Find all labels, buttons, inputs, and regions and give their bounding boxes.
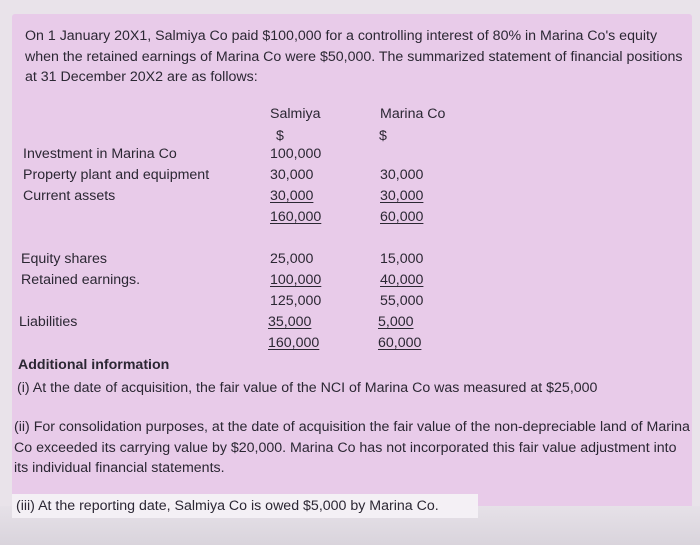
column-header-salmiya: Salmiya — [270, 106, 321, 122]
value-equity-total-salmiya: 125,000 — [270, 293, 322, 309]
additional-item-1: (i) At the date of acquisition, the fair value of the NCI of Marina Co was measured at $25,000 — [17, 380, 598, 396]
value-retained-earnings-salmiya: 100,000 — [270, 272, 322, 288]
value-ppe-salmiya: 30,000 — [270, 167, 314, 183]
intro-paragraph: On 1 January 20X1, Salmiya Co paid $100,000 for a controlling interest of 80% in Marina Co's equity when the retained earnings of Marina Co were $50,000. The summarized statement of financial positions at 31 December 20X2 are as follows: — [25, 28, 683, 85]
value-total-el-marina: 60,000 — [378, 335, 422, 351]
value-liabilities-marina: 5,000 — [378, 314, 414, 330]
row-label-retained-earnings: Retained earnings. — [21, 272, 141, 288]
additional-info-heading: Additional information — [18, 357, 170, 373]
row-label-equity-shares: Equity shares — [21, 251, 107, 267]
value-liabilities-salmiya: 35,000 — [268, 314, 312, 330]
additional-item-3: (iii) At the reporting date, Salmiya Co is owed $5,000 by Marina Co. — [16, 498, 439, 514]
value-total-el-salmiya: 160,000 — [268, 335, 320, 351]
value-total-assets-marina: 60,000 — [380, 209, 424, 225]
value-investment-salmiya: 100,000 — [270, 146, 322, 162]
value-equity-total-marina: 55,000 — [380, 293, 424, 309]
currency-salmiya: $ — [276, 128, 284, 144]
row-label-investment: Investment in Marina Co — [23, 146, 177, 162]
currency-marina: $ — [379, 128, 387, 144]
row-label-current-assets: Current assets — [23, 188, 116, 204]
value-equity-shares-marina: 15,000 — [380, 251, 424, 267]
row-label-ppe: Property plant and equipment — [23, 167, 210, 183]
column-header-marina: Marina Co — [380, 106, 446, 122]
value-ppe-marina: 30,000 — [380, 167, 424, 183]
value-current-assets-marina: 30,000 — [380, 188, 424, 204]
additional-item-2: (ii) For consolidation purposes, at the date of acquisition the fair value of the non-depreciable land of Marina Co exceeded its carrying value by $20,000. Marina Co has not incorporated this fair value adjustment into its individual financial statements. — [14, 419, 690, 476]
row-label-liabilities: Liabilities — [19, 314, 78, 330]
value-current-assets-salmiya: 30,000 — [270, 188, 314, 204]
value-total-assets-salmiya: 160,000 — [270, 209, 322, 225]
value-equity-shares-salmiya: 25,000 — [270, 251, 314, 267]
value-retained-earnings-marina: 40,000 — [380, 272, 424, 288]
